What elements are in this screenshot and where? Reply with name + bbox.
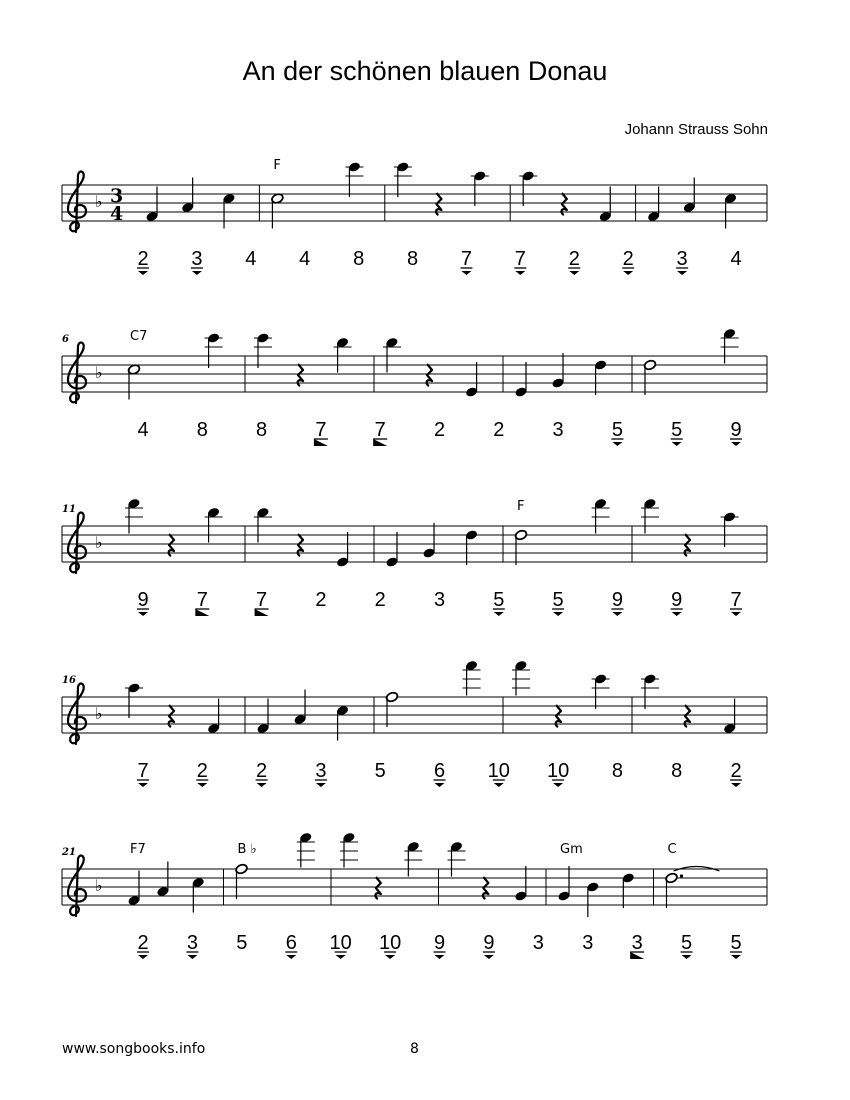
- tab-number: 3: [582, 932, 594, 954]
- tab-number: 10: [546, 760, 570, 782]
- page-title: An der schönen blauen Donau: [242, 56, 608, 86]
- tab-number: 3: [186, 932, 198, 954]
- tab-number: 2: [137, 932, 149, 954]
- draw-arrow-icon: [553, 783, 563, 787]
- treble-clef-icon: [68, 172, 86, 232]
- tab-number: 2: [256, 760, 268, 782]
- tab-number: 5: [493, 589, 505, 611]
- treble-clef-icon: [68, 856, 86, 916]
- tab-number: 7: [374, 419, 386, 441]
- tab-number: 9: [483, 932, 495, 954]
- draw-arrow-icon: [435, 955, 445, 959]
- tab-number: 9: [137, 589, 149, 611]
- tab-number: 4: [730, 248, 742, 270]
- tab-number: 5: [374, 760, 386, 782]
- tab-number: 3: [532, 932, 544, 954]
- tab-number: 6: [285, 932, 297, 954]
- key-signature-flat: ♭: [95, 533, 103, 552]
- draw-arrow-icon: [435, 783, 445, 787]
- tab-number: 8: [406, 248, 419, 270]
- time-signature-upper: 3: [110, 185, 124, 207]
- tab-number: 8: [196, 419, 208, 441]
- footer-url[interactable]: www.songbooks.info: [62, 1041, 206, 1057]
- staff-system: [62, 498, 767, 616]
- chord-symbol: B ♭: [237, 842, 257, 857]
- tab-number: 10: [378, 932, 402, 954]
- tab-number: 4: [137, 419, 149, 441]
- tab-number: 5: [236, 932, 248, 954]
- tab-number: 4: [299, 248, 311, 270]
- tab-number: 9: [730, 419, 742, 441]
- tab-number: 3: [631, 932, 643, 954]
- treble-clef-icon: [68, 343, 86, 403]
- tab-number: 6: [433, 760, 446, 782]
- tab-number: 7: [730, 589, 742, 611]
- draw-arrow-icon: [553, 612, 563, 616]
- draw-arrow-icon: [677, 271, 687, 275]
- chord-symbol: Gm: [560, 842, 583, 857]
- draw-arrow-icon: [138, 783, 148, 787]
- tab-number: 7: [514, 248, 526, 270]
- key-signature-flat: ♭: [95, 876, 103, 895]
- tab-number: 2: [568, 248, 580, 270]
- chord-symbol: F: [273, 158, 281, 173]
- draw-arrow-icon: [672, 612, 682, 616]
- draw-arrow-icon: [197, 783, 207, 787]
- treble-clef-icon: [68, 684, 86, 744]
- measure-number: 11: [62, 504, 76, 515]
- draw-arrow-icon: [515, 271, 525, 275]
- tab-number: 5: [671, 419, 683, 441]
- time-signature-lower: 4: [110, 203, 124, 225]
- staff-system: [61, 832, 767, 959]
- draw-arrow-icon: [731, 783, 741, 787]
- tab-number: 9: [433, 932, 446, 954]
- tab-number: 8: [256, 419, 268, 441]
- tab-number: 8: [611, 760, 623, 782]
- draw-arrow-icon: [569, 271, 579, 275]
- measure-number: 21: [62, 847, 76, 858]
- staff-system: [62, 328, 767, 446]
- draw-arrow-icon: [286, 955, 296, 959]
- draw-arrow-icon: [187, 955, 197, 959]
- draw-arrow-icon: [682, 955, 692, 959]
- key-signature-flat: ♭: [95, 363, 103, 382]
- draw-arrow-icon: [731, 442, 741, 446]
- draw-arrow-icon: [192, 271, 202, 275]
- tab-number: 7: [137, 760, 149, 782]
- tab-number: 10: [329, 932, 352, 954]
- tab-number: 5: [681, 932, 693, 954]
- tab-number: 3: [433, 589, 446, 611]
- key-signature-flat: ♭: [95, 192, 103, 211]
- tab-number: 9: [611, 589, 623, 611]
- tab-number: 8: [671, 760, 683, 782]
- tab-number: 2: [622, 248, 634, 270]
- chord-symbol: C7: [130, 329, 148, 344]
- tab-number: 2: [137, 248, 149, 270]
- tab-number: 3: [676, 248, 688, 270]
- draw-arrow-icon: [623, 271, 633, 275]
- draw-arrow-icon: [336, 955, 346, 959]
- draw-arrow-icon: [461, 271, 471, 275]
- tab-number: 7: [196, 589, 208, 611]
- composer-name: Johann Strauss Sohn: [624, 121, 768, 138]
- tab-number: 7: [315, 419, 327, 441]
- chord-symbol: F: [517, 499, 525, 514]
- draw-arrow-icon: [385, 955, 395, 959]
- tab-number: 5: [730, 932, 742, 954]
- draw-arrow-icon: [494, 783, 504, 787]
- tab-number: 2: [196, 760, 208, 782]
- tab-number: 10: [487, 760, 510, 782]
- augmentation-dot: [680, 874, 683, 877]
- draw-arrow-icon: [612, 442, 622, 446]
- draw-arrow-icon: [138, 271, 148, 275]
- tab-number: 4: [245, 248, 257, 270]
- tab-number: 2: [433, 419, 446, 441]
- tab-number: 2: [730, 760, 742, 782]
- tab-number: 9: [671, 589, 683, 611]
- measure-number: 16: [62, 675, 76, 686]
- tab-number: 8: [353, 248, 365, 270]
- draw-arrow-icon: [257, 783, 267, 787]
- draw-arrow-icon: [731, 612, 741, 616]
- draw-arrow-icon: [484, 955, 494, 959]
- measure-number: 6: [62, 334, 69, 345]
- tab-number: 5: [552, 589, 564, 611]
- draw-arrow-icon: [494, 612, 504, 616]
- page-number: 8: [410, 1041, 419, 1057]
- draw-arrow-icon: [316, 783, 326, 787]
- tab-number: 3: [191, 248, 203, 270]
- tab-number: 2: [374, 589, 386, 611]
- tab-number: 7: [460, 248, 473, 270]
- tab-number: 7: [256, 589, 268, 611]
- tab-number: 3: [552, 419, 564, 441]
- tab-number: 3: [315, 760, 327, 782]
- chord-symbol: F7: [130, 842, 146, 857]
- staff-system: [62, 660, 767, 787]
- draw-arrow-icon: [731, 955, 741, 959]
- treble-clef-icon: [68, 513, 86, 573]
- draw-arrow-icon: [138, 955, 148, 959]
- draw-arrow-icon: [138, 612, 148, 616]
- tab-number: 5: [611, 419, 623, 441]
- key-signature-flat: ♭: [95, 704, 103, 723]
- chord-symbol: C: [667, 842, 677, 857]
- tab-number: 2: [493, 419, 505, 441]
- tab-number: 2: [315, 589, 327, 611]
- draw-arrow-icon: [612, 612, 622, 616]
- draw-arrow-icon: [672, 442, 682, 446]
- staff-system: [62, 158, 767, 275]
